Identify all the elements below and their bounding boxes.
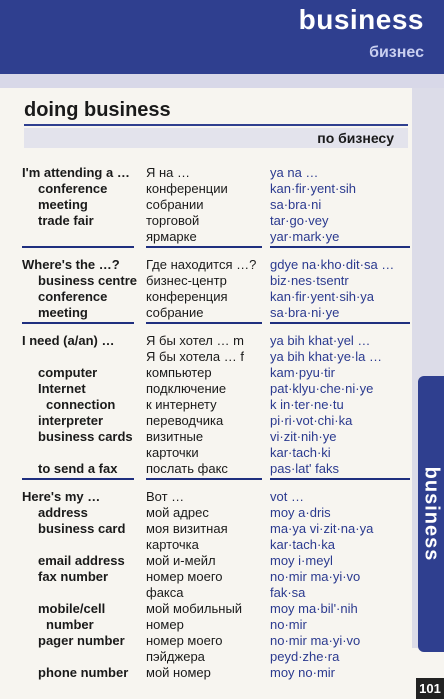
phrase-ru: к интернету [146,397,217,412]
phrase-ru: послать факс [146,461,228,476]
phrase-ru: подключение [146,381,227,396]
phrase-tr: pas·lat' faks [270,461,339,476]
phrase-en: I'm attending a … [22,165,130,180]
phrase-tr: kan·fir·yent·sih·ya [270,289,375,304]
phrase-tr: vot … [270,489,304,504]
phrase-tr: moy a·dris [270,505,331,520]
phrase-tr: moy ma·bil'·nih [270,601,358,616]
side-tab-label: business [420,466,443,562]
section-subtitle: по бизнесу [317,130,394,146]
phrase-tr: pi·ri·vot·chi·ka [270,413,353,428]
phrase-en: interpreter [38,413,104,428]
phrase-ru: Я бы хотел … m [146,333,244,348]
phrase-tr: kar·tach·ki [270,445,331,460]
phrase-en: number [46,617,94,632]
phrase-ru: факса [146,585,184,600]
phrase-tr: yar·mark·ye [270,229,340,244]
phrase-tr: ya na … [270,165,319,180]
phrase-ru: визитные [146,429,204,444]
phrase-tr: no·mir [270,617,307,632]
phrase-tr: kan·fir·yent·sih [270,181,356,196]
phrase-en: pager number [38,633,125,648]
phrase-ru: мой мобильный [146,601,243,616]
phrase-tr: moy no·mir [270,665,336,680]
phrase-en: business centre [38,273,137,288]
phrase-tr: sa·bra·ni [270,197,322,212]
side-chapter-tab[interactable] [418,376,444,652]
phrase-ru: мой адрес [146,505,209,520]
group-divider [270,246,410,248]
phrase-tr: peyd·zhe·ra [270,649,340,664]
section-title-underline [24,124,408,126]
phrase-en: business card [38,521,126,536]
group-divider [22,322,134,324]
phrase-tr: vi·zit·nih·ye [270,429,337,444]
phrase-ru: собрание [146,305,204,320]
phrase-tr: pat·klyu·che·ni·ye [270,381,374,396]
phrase-en: phone number [38,665,129,680]
page-header [0,0,444,74]
phrase-en: conference [38,289,108,304]
phrase-tr: kar·tach·ka [270,537,336,552]
phrase-en: Internet [38,381,86,396]
group-divider [22,478,134,480]
phrase-tr: ma·ya vi·zit·na·ya [270,521,374,536]
section-title: doing business [24,99,171,121]
phrase-tr: biz·nes·tsentr [270,273,349,288]
phrase-ru: собрании [146,197,204,212]
phrase-en: fax number [38,569,109,584]
group-divider [270,478,410,480]
phrase-ru: номер моего [146,633,223,648]
group-divider [146,478,262,480]
phrase-tr: no·mir ma·yi·vo [270,633,361,648]
phrase-ru: компьютер [146,365,212,380]
phrase-ru: конференции [146,181,228,196]
phrase-en: address [38,505,88,520]
phrase-en: Here's my … [22,489,101,504]
phrase-ru: бизнес-центр [146,273,227,288]
group-divider [270,322,410,324]
phrase-tr: kam·pyu·tir [270,365,336,380]
phrase-ru: номер моего [146,569,223,584]
phrase-ru: пэйджера [146,649,205,664]
group-divider [146,322,262,324]
page-number: 101 [416,678,444,699]
header-divider [0,74,444,88]
phrase-ru: торговой [146,213,200,228]
phrase-ru: номер [146,617,184,632]
phrase-ru: карточка [146,537,199,552]
phrase-ru: Я на … [146,165,191,180]
phrase-en: to send a fax [38,461,118,476]
header-title: business [298,4,424,35]
phrase-en: computer [38,365,98,380]
phrase-en: mobile/cell [38,601,106,616]
phrase-ru: Где находится …? [146,257,257,272]
phrase-ru: конференция [146,289,228,304]
phrase-en: meeting [38,197,88,212]
phrase-en: Where's the …? [22,257,120,272]
group-divider [22,246,134,248]
phrase-ru: моя визитная [146,521,228,536]
phrase-ru: ярмарке [146,229,197,244]
phrase-en: conference [38,181,108,196]
phrase-ru: переводчика [146,413,224,428]
phrase-tr: ya bih khat·ye·la … [270,349,382,364]
phrase-ru: мой номер [146,665,211,680]
phrase-en: connection [46,397,116,412]
phrase-ru: Я бы хотела … f [146,349,244,364]
phrase-ru: карточки [146,445,199,460]
phrase-ru: мой и-мейл [146,553,216,568]
phrase-ru: Вот … [146,489,185,504]
phrase-en: email address [38,553,125,568]
phrase-en: trade fair [38,213,94,228]
phrase-en: meeting [38,305,88,320]
group-divider [146,246,262,248]
phrase-tr: fak·sa [270,585,306,600]
phrase-tr: no·mir ma·yi·vo [270,569,361,584]
phrase-tr: moy i·meyl [270,553,333,568]
phrase-tr: k in·ter·ne·tu [270,397,344,412]
phrase-tr: gdye na·kho·dit·sa … [270,257,395,272]
phrase-tr: sa·bra·ni·ye [270,305,340,320]
header-subtitle: бизнес [369,44,424,61]
phrase-tr: tar·go·vey [270,213,329,228]
phrase-en: business cards [38,429,133,444]
phrase-en: I need (a/an) … [22,333,115,348]
phrase-tr: ya bih khat·yel … [270,333,371,348]
